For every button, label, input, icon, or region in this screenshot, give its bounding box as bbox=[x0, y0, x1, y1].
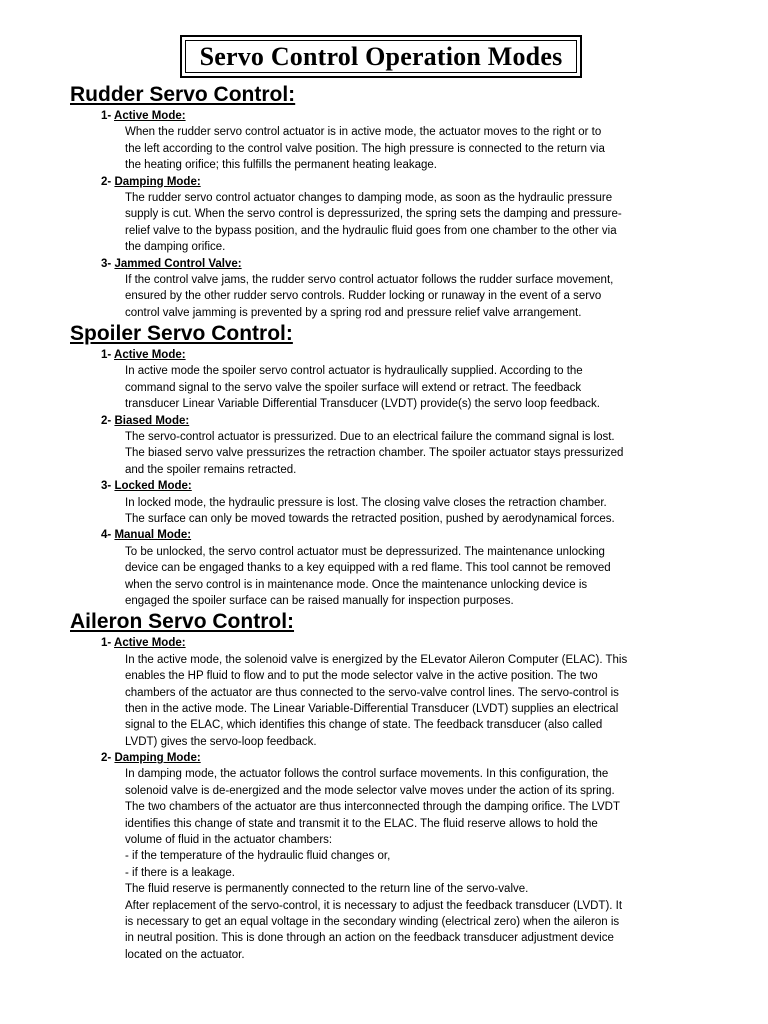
mode-item bbox=[101, 347, 768, 413]
description-line: supply is cut. When the servo control is depressurized, the spring sets the damping and pressure- bbox=[125, 208, 622, 221]
mode-number: 2- bbox=[101, 414, 112, 427]
title-frame bbox=[180, 35, 582, 78]
mode-title bbox=[101, 635, 768, 651]
mode-item bbox=[101, 478, 768, 527]
mode-number: 1- bbox=[101, 110, 112, 122]
description-line: The servo-control actuator is pressurized. Due to an electrical failure the command signal is lost. bbox=[125, 431, 615, 444]
mode-item bbox=[101, 413, 768, 479]
mode-description bbox=[125, 652, 695, 750]
mode-item bbox=[101, 750, 768, 963]
mode-title bbox=[101, 478, 768, 494]
mode-number: 4- bbox=[101, 529, 112, 542]
description-line: enables the HP fluid to flow and to put the mode selector valve in the active position. The two bbox=[125, 670, 598, 683]
description-line: the left according to the control valve position. The high pressure is connected to the return via bbox=[125, 142, 605, 155]
description-line: device can be engaged thanks to a key equipped with a red flame. This tool cannot be removed bbox=[125, 562, 611, 575]
mode-label: Active Mode: bbox=[114, 349, 186, 362]
mode-title bbox=[101, 750, 768, 766]
mode-number: 2- bbox=[101, 752, 112, 765]
mode-label: Active Mode: bbox=[114, 110, 186, 122]
mode-description bbox=[125, 363, 695, 412]
page-title: Servo Control Operation Modes bbox=[199, 41, 563, 71]
description-line: In the active mode, the solenoid valve is energized by the ELevator Aileron Computer (ELAC). This bbox=[125, 653, 628, 666]
mode-item bbox=[101, 527, 768, 609]
mode-label: Damping Mode: bbox=[114, 175, 201, 188]
description-line: when the servo control is in maintenance mode. Once the maintenance unlocking device is bbox=[125, 578, 588, 591]
description-line: LVDT) gives the servo-loop feedback. bbox=[125, 735, 317, 748]
description-line: identifies this change of state and transmit it to the ELAC. The fluid reserve allows to hold the bbox=[125, 817, 598, 830]
mode-label: Jammed Control Valve: bbox=[114, 257, 242, 270]
description-line: engaged the spoiler surface can be raised manually for inspection purposes. bbox=[125, 594, 514, 607]
description-line: ensured by the other rudder servo controls. Rudder locking or runaway in the event of a servo bbox=[125, 290, 602, 303]
mode-label: Damping Mode: bbox=[114, 752, 201, 765]
description-line: If the control valve jams, the rudder servo control actuator follows the rudder surface movement, bbox=[125, 273, 614, 286]
mode-description bbox=[125, 190, 695, 256]
mode-title bbox=[101, 174, 768, 190]
mode-description bbox=[125, 429, 695, 478]
description-line: After replacement of the servo-control, it is necessary to adjust the feedback transducer (LVDT). It bbox=[125, 899, 623, 912]
description-line: solenoid valve is de-energized and the mode selector valve moves under the action of its spring. bbox=[125, 784, 615, 797]
mode-description bbox=[125, 272, 695, 321]
mode-description bbox=[125, 124, 695, 173]
mode-number: 3- bbox=[101, 257, 112, 270]
description-line: In locked mode, the hydraulic pressure is lost. The closing valve closes the retraction chamber. bbox=[125, 496, 607, 509]
description-line: In active mode the spoiler servo control actuator is hydraulically supplied. According to the bbox=[125, 365, 583, 378]
section-heading: Aileron Servo Control: bbox=[70, 610, 295, 634]
mode-label: Locked Mode: bbox=[114, 480, 192, 493]
description-line: and the spoiler remains retracted. bbox=[125, 463, 297, 476]
mode-label: Manual Mode: bbox=[114, 529, 192, 542]
mode-description bbox=[125, 544, 695, 610]
mode-number: 1- bbox=[101, 349, 112, 362]
mode-item bbox=[101, 635, 768, 750]
description-line: chambers of the actuator are thus connected to the servo-valve control lines. The servo-control is bbox=[125, 686, 619, 699]
section bbox=[0, 82, 768, 321]
section bbox=[0, 321, 768, 609]
description-line: in neutral position. This is done through an action on the feedback transducer adjustment device bbox=[125, 932, 614, 945]
description-line: the heating orifice; this fulfills the permanent heating leakage. bbox=[125, 159, 437, 172]
description-line: located on the actuator. bbox=[125, 948, 245, 961]
mode-number: 1- bbox=[101, 637, 112, 650]
description-line: The fluid reserve is permanently connected to the return line of the servo-valve. bbox=[125, 883, 529, 896]
description-line: When the rudder servo control actuator is in active mode, the actuator moves to the right or to bbox=[125, 126, 602, 139]
section bbox=[0, 609, 768, 963]
document-content bbox=[0, 82, 768, 963]
description-line: command signal to the servo valve the spoiler surface will extend or retract. The feedback bbox=[125, 381, 582, 394]
description-line: The two chambers of the actuator are thus interconnected through the damping orifice. The LVDT bbox=[125, 801, 620, 814]
mode-title bbox=[101, 527, 768, 543]
mode-label: Active Mode: bbox=[114, 637, 186, 650]
mode-title bbox=[101, 413, 768, 429]
mode-item bbox=[101, 108, 768, 174]
description-line: To be unlocked, the servo control actuator must be depressurized. The maintenance unlocking bbox=[125, 545, 605, 558]
mode-item bbox=[101, 174, 768, 256]
description-line: signal to the ELAC, which identifies this change of state. The feedback transducer (also called bbox=[125, 719, 603, 732]
mode-item bbox=[101, 256, 768, 322]
description-line: transducer Linear Variable Differential Transducer (LVDT) provide(s) the servo loop feedback. bbox=[125, 398, 600, 411]
mode-description bbox=[125, 495, 695, 528]
description-line: is necessary to get an equal voltage in the secondary winding (electrical zero) when the aileron is bbox=[125, 915, 620, 928]
section-heading: Spoiler Servo Control: bbox=[70, 322, 293, 346]
description-line: - if the temperature of the hydraulic fluid changes or, bbox=[125, 850, 391, 863]
description-line: then in the active mode. The Linear Variable-Differential Transducer (LVDT) supplies an electrical bbox=[125, 702, 619, 715]
mode-title bbox=[101, 347, 768, 363]
description-line: relief valve to the bypass position, and the hydraulic fluid goes from one chamber to the other via bbox=[125, 224, 617, 237]
description-line: In damping mode, the actuator follows the control surface movements. In this configuration, the bbox=[125, 768, 609, 781]
title-frame-inner bbox=[185, 40, 577, 73]
mode-title bbox=[101, 108, 768, 124]
description-line: The rudder servo control actuator changes to damping mode, as soon as the hydraulic pressure bbox=[125, 191, 613, 204]
description-line: the damping orifice. bbox=[125, 241, 226, 254]
description-line: - if there is a leakage. bbox=[125, 866, 235, 879]
description-line: The surface can only be moved towards the retracted position, pushed by aerodynamical forces. bbox=[125, 512, 615, 525]
mode-description bbox=[125, 766, 695, 963]
mode-title bbox=[101, 256, 768, 272]
section-heading: Rudder Servo Control: bbox=[70, 83, 296, 106]
mode-number: 2- bbox=[101, 175, 112, 188]
mode-number: 3- bbox=[101, 480, 112, 493]
description-line: control valve jamming is prevented by a spring rod and pressure relief valve arrangement. bbox=[125, 306, 582, 319]
description-line: volume of fluid in the actuator chambers: bbox=[125, 834, 333, 847]
description-line: The biased servo valve pressurizes the retraction chamber. The spoiler actuator stays pressurized bbox=[125, 447, 624, 460]
mode-label: Biased Mode: bbox=[114, 414, 190, 427]
